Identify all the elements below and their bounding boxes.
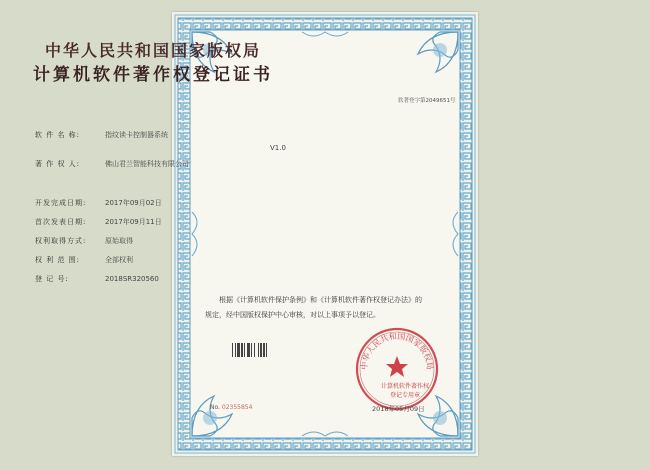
field-value: 2017年09月02日 xyxy=(105,199,162,207)
field-value: 2017年09月11日 xyxy=(105,218,162,226)
barcode-bar xyxy=(237,343,240,357)
serial-prefix: No. xyxy=(210,404,220,411)
barcode-bar xyxy=(263,343,265,357)
certificate-title: 计算机软件著作权登记证书 xyxy=(33,65,273,85)
barcode-bar xyxy=(244,343,245,357)
field-label: 软 件 名 称: xyxy=(35,131,81,139)
seal-date: 2018年05月09日 xyxy=(372,405,425,413)
field-value: 2018SR320560 xyxy=(105,275,159,283)
official-seal xyxy=(354,326,440,412)
seal-line-1: 计算机软件著作权 xyxy=(380,383,429,390)
field-rights-scope xyxy=(35,255,133,265)
field-publication-date xyxy=(35,217,162,227)
barcode-bar xyxy=(251,343,252,357)
field-copyright-owner xyxy=(35,159,189,169)
barcode-bar xyxy=(266,343,267,357)
registration-statement xyxy=(205,293,455,323)
field-completion-date xyxy=(35,198,162,208)
field-label: 著 作 权 人: xyxy=(35,160,81,168)
barcode-bar xyxy=(235,343,236,357)
serial-value: 02355854 xyxy=(221,404,253,411)
field-value: 指纹读卡控制器系统 xyxy=(105,131,168,139)
barcode-bar xyxy=(247,343,250,357)
seal-line-2: 登记专用章 xyxy=(389,392,420,399)
barcode-bar xyxy=(260,343,262,357)
barcode-bar xyxy=(241,343,243,357)
certificate-number: 软著登字第2049651号 xyxy=(398,98,456,104)
field-registration-number xyxy=(35,274,159,284)
statement-line-2: 规定，经中国版权保护中心审核，对以上事项予以登记。 xyxy=(205,311,380,319)
barcode-bar xyxy=(254,343,255,357)
field-value: 佛山君兰智能科技有限公司 xyxy=(105,160,189,168)
software-version: V1.0 xyxy=(270,144,286,152)
barcode-bar xyxy=(258,343,259,357)
field-label: 权 利 范 围: xyxy=(35,256,81,264)
field-label: 首次发表日期: xyxy=(35,218,87,226)
seal-ring-text: 中华人民共和国国家版权局 xyxy=(359,331,435,371)
seal-star-icon xyxy=(386,356,408,377)
statement-line-1: 根据《计算机软件保护条例》和《计算机软件著作权登记办法》的 xyxy=(219,296,422,304)
field-label: 开发完成日期: xyxy=(35,199,87,207)
serial-number xyxy=(210,404,252,411)
barcode-bar xyxy=(232,343,233,357)
field-value: 原始取得 xyxy=(105,237,133,245)
field-value: 全部权利 xyxy=(105,256,133,264)
field-label: 权利取得方式: xyxy=(35,237,87,245)
field-acquisition-method xyxy=(35,236,133,246)
field-software-name xyxy=(35,130,168,140)
field-label: 登 记 号: xyxy=(35,275,69,283)
issuing-authority: 中华人民共和国国家版权局 xyxy=(44,41,261,60)
barcode xyxy=(232,343,284,357)
